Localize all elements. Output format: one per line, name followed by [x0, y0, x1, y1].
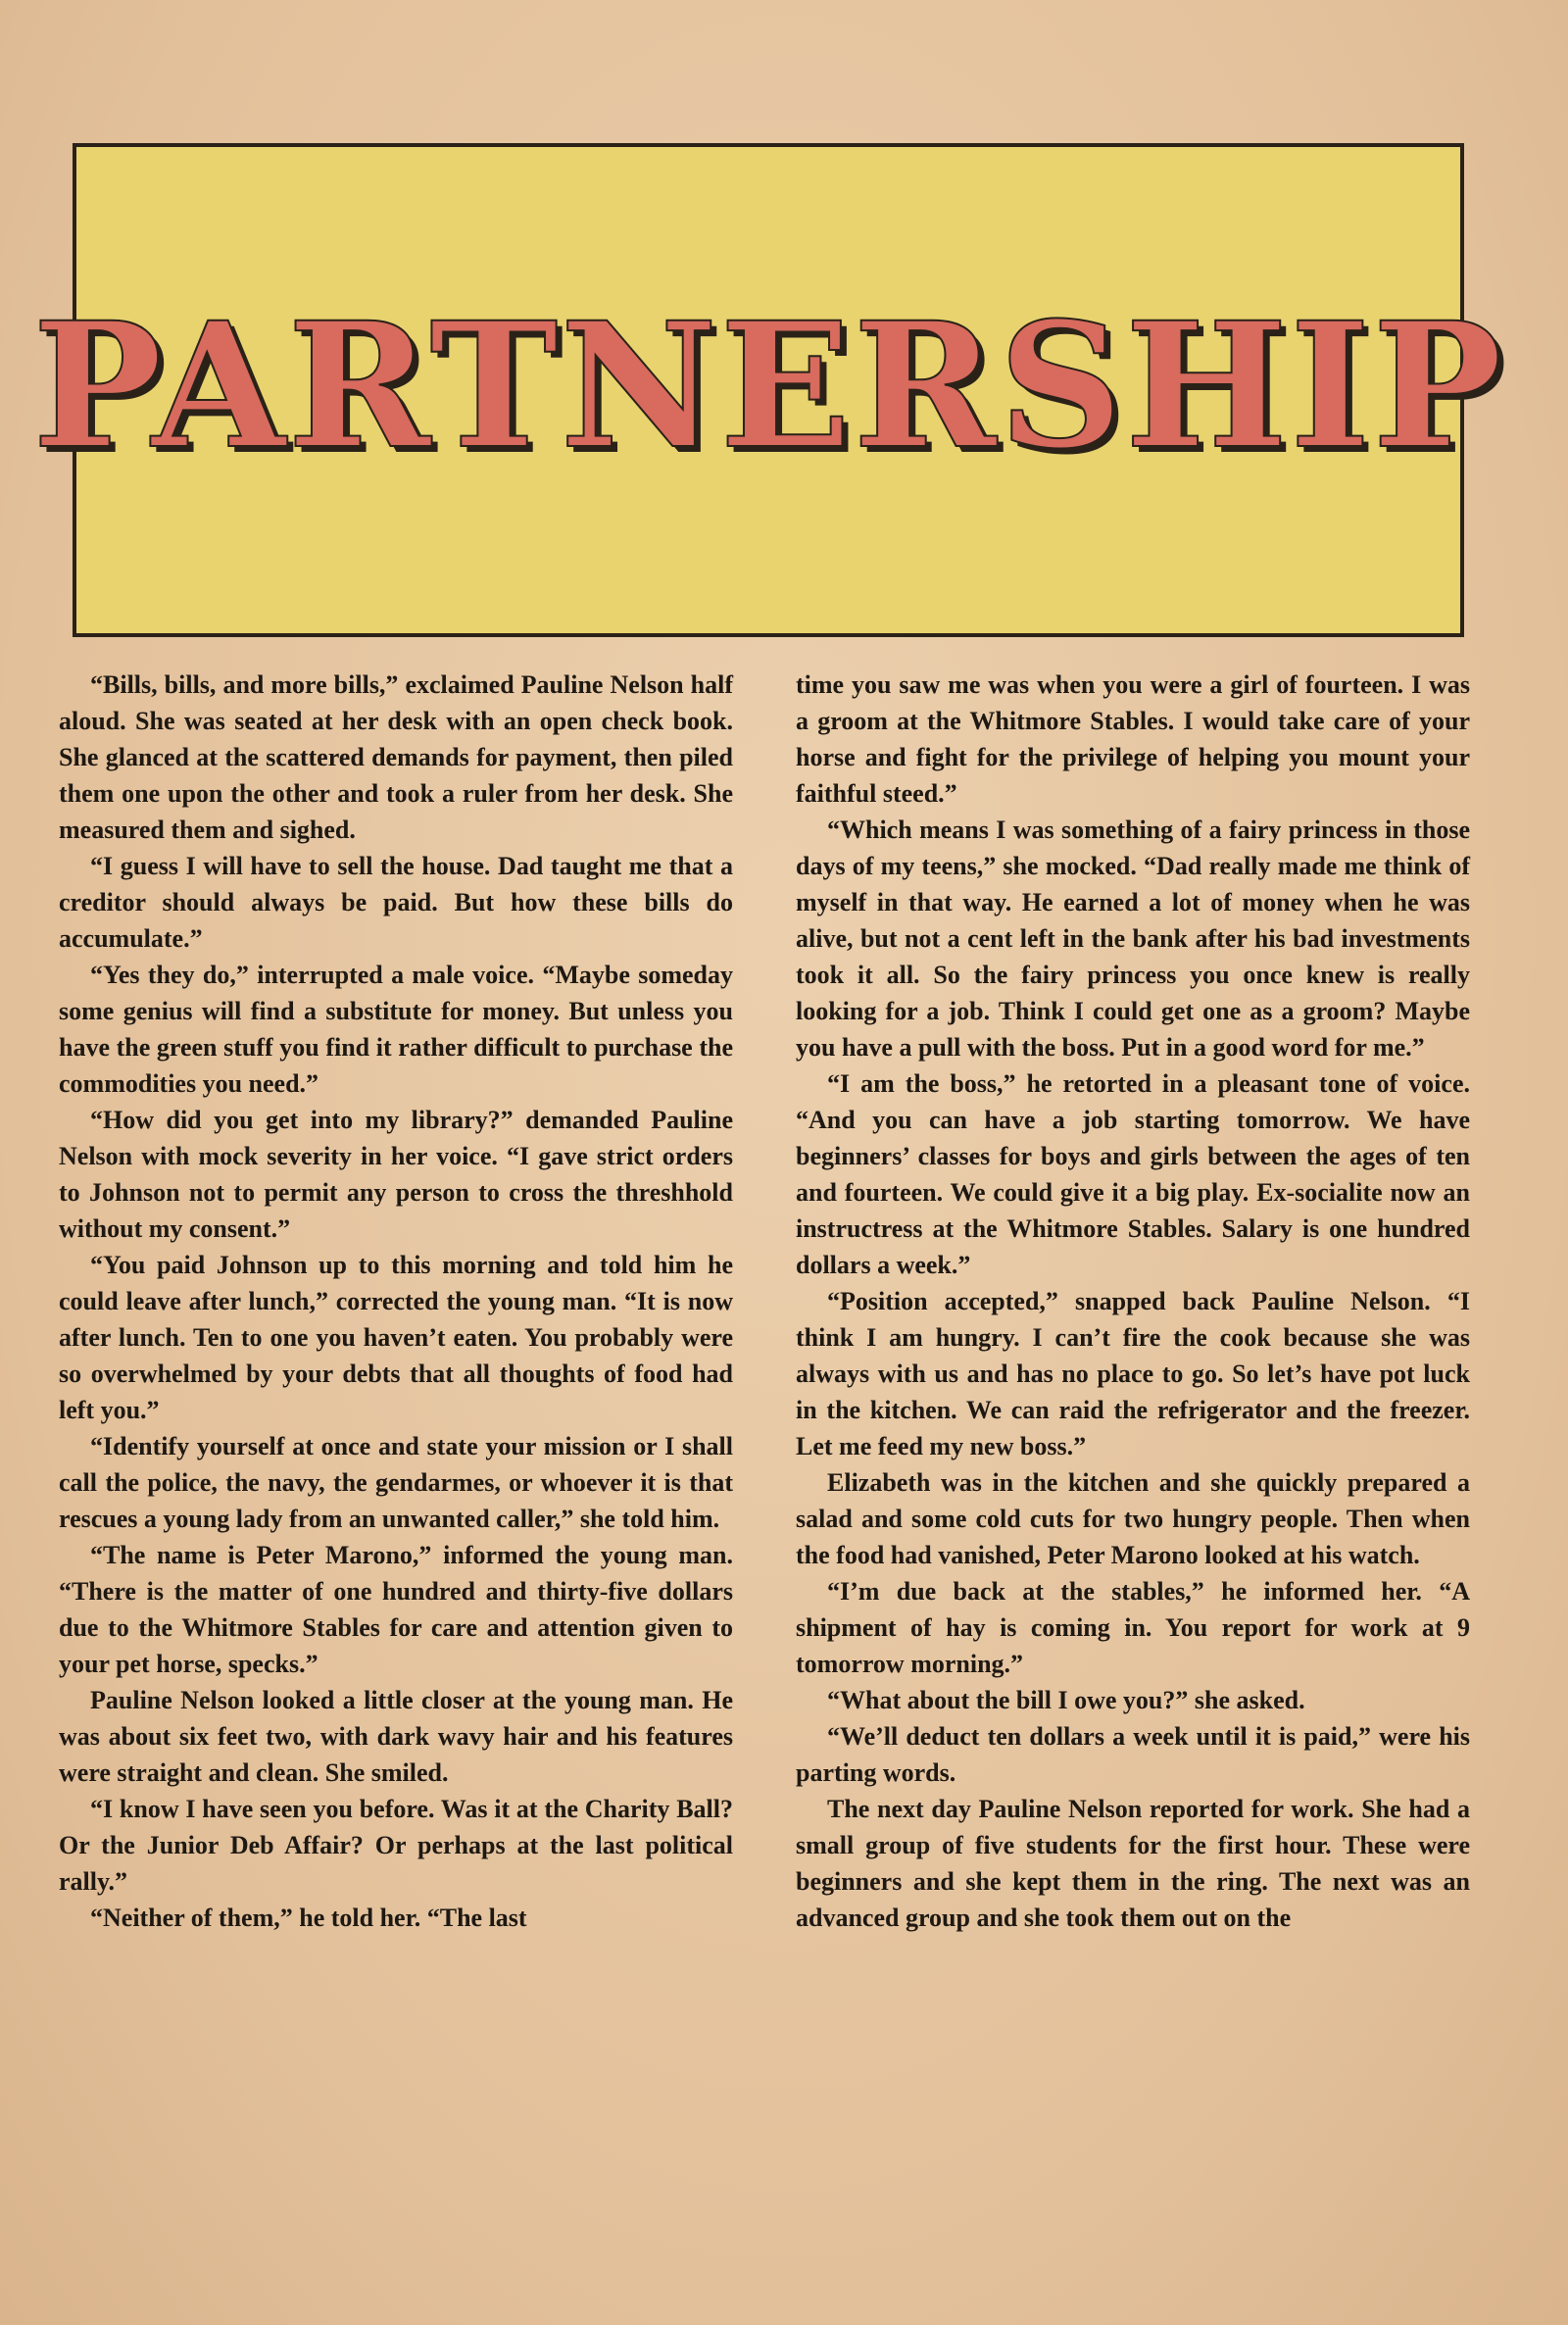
paragraph: Elizabeth was in the kitchen and she quickly prepared a salad and some cold cuts for two hungry people. Then when the food had vanished, Peter Marono looked at his watch.: [796, 1468, 1470, 1569]
right-column: [796, 667, 1470, 2196]
title-banner: [32, 143, 1504, 637]
paragraph: “You paid Johnson up to this morning and told him he could leave after lunch,” corrected the young man. “It is now after lunch. Ten to one you haven’t eaten. You probably were so overwhelmed by your debts that all thoughts of food had left you.”: [59, 1251, 733, 1424]
paragraph: “Which means I was something of a fairy princess in those days of my teens,” she mocked. “Dad really made me think of myself in that way. He earned a lot of money when he was alive, but not a cent left in the bank after his bad investments took it all. So the fairy princess you once knew is really looking for a job. Think I could get one as a groom? Maybe you have a pull with the boss. Put in a good word for me.”: [796, 816, 1470, 1062]
left-column: [59, 667, 733, 2196]
paragraph: “The name is Peter Marono,” informed the young man. “There is the matter of one hundred and thirty-five dollars due to the Whitmore Stables for care and attention given to your pet horse, specks.”: [59, 1541, 733, 1678]
paragraph: “Position accepted,” snapped back Pauline Nelson. “I think I am hungry. I can’t fire the cook because she was always with us and has no place to go. So let’s have pot luck in the kitchen. We can raid the refrigerator and the freezer. Let me feed my new boss.”: [796, 1287, 1470, 1460]
paragraph: “I’m due back at the stables,” he informed her. “A shipment of hay is coming in. You report for work at 9 tomorrow morning.”: [796, 1577, 1470, 1678]
story-body: [59, 667, 1470, 2196]
paragraph-continuation: time you saw me was when you were a girl of fourteen. I was a groom at the Whitmore Stables. I would take care of your horse and fight for the privilege of helping you mount your faithful steed.”: [796, 670, 1470, 808]
paragraph: “What about the bill I owe you?” she asked.: [827, 1686, 1305, 1714]
paragraph: “Bills, bills, and more bills,” exclaimed Pauline Nelson half aloud. She was seated at her desk with an open check book. She glanced at the scattered demands for payment, then piled them one upon the other and took a ruler from her desk. She measured them and sighed.: [59, 670, 733, 844]
story-title: PARTNERSHIP: [32, 283, 1504, 487]
paragraph: “I am the boss,” he retorted in a pleasant tone of voice. “And you can have a job starting tomorrow. We have beginners’ classes for boys and girls between the ages of ten and fourteen. We could give it a big play. Ex-socialite now an instructress at the Whitmore Stables. Salary is one hundred dollars a week.”: [796, 1069, 1470, 1279]
paragraph: The next day Pauline Nelson reported for work. She had a small group of five students for the first hour. These were beginners and she kept them in the ring. The next was an advanced group and she took them out on the: [796, 1795, 1470, 1932]
paragraph: “Yes they do,” interrupted a male voice. “Maybe someday some genius will find a substitute for money. But unless you have the green stuff you find it rather difficult to purchase the commodities you need.”: [59, 961, 733, 1098]
paragraph: “I guess I will have to sell the house. Dad taught me that a creditor should always be paid. But how these bills do accumulate.”: [59, 852, 733, 953]
paragraph: “I know I have seen you before. Was it at the Charity Ball? Or the Junior Deb Affair? Or perhaps at the last political rally.”: [59, 1795, 733, 1896]
paragraph: “Identify yourself at once and state your mission or I shall call the police, the navy, the gendarmes, or whoever it is that rescues a young lady from an unwanted caller,” she told him.: [59, 1432, 733, 1533]
paragraph: “Neither of them,” he told her. “The last: [90, 1904, 527, 1932]
paragraph: “We’ll deduct ten dollars a week until it is paid,” were his parting words.: [796, 1722, 1470, 1787]
paragraph: Pauline Nelson looked a little closer at the young man. He was about six feet two, with dark wavy hair and his features were straight and clean. She smiled.: [59, 1686, 733, 1787]
paragraph: “How did you get into my library?” demanded Pauline Nelson with mock severity in her voice. “I gave strict orders to Johnson not to permit any person to cross the threshhold without my consent.”: [59, 1106, 733, 1243]
